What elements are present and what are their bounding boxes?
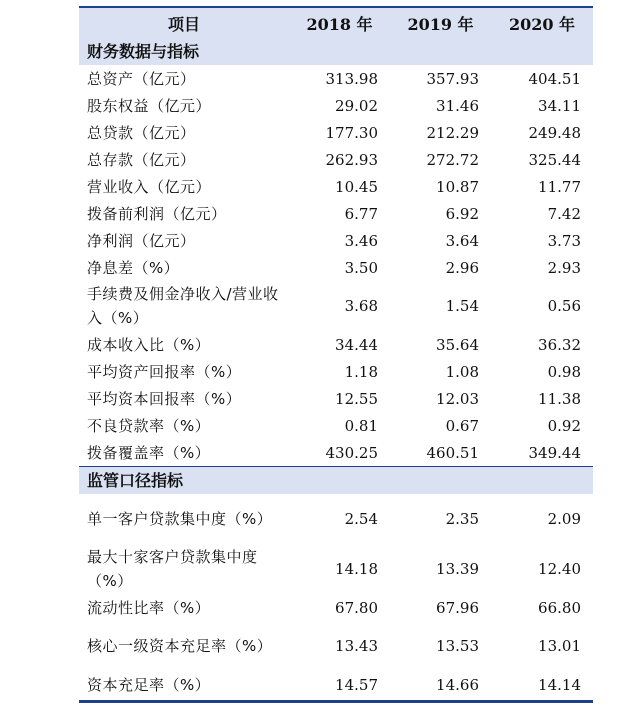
- table-row: [79, 671, 593, 698]
- table-row: [79, 412, 593, 439]
- header-item: 项目: [167, 14, 200, 34]
- table-row: [79, 281, 593, 331]
- row-label: 核心一级资本充足率（%）: [87, 637, 273, 655]
- financial-table: [79, 6, 593, 703]
- value-2019: 1.08: [445, 362, 479, 381]
- value-2018: 6.77: [344, 204, 378, 223]
- value-2018: 29.02: [335, 96, 378, 115]
- value-2020: 0.92: [547, 416, 581, 435]
- value-2020: 11.77: [538, 177, 581, 196]
- value-2020: 14.14: [538, 675, 581, 694]
- value-2020: 3.73: [547, 231, 581, 250]
- row-label: 总资产（亿元）: [87, 69, 196, 88]
- value-2019: 12.03: [436, 389, 479, 408]
- value-2018: 10.45: [335, 177, 378, 196]
- value-2018: 13.43: [335, 637, 378, 655]
- value-2019: 13.39: [436, 560, 479, 578]
- value-2019: 357.93: [426, 69, 479, 88]
- row-label: 平均资产回报率（%）: [87, 362, 242, 381]
- header-2020: 2020 年: [508, 14, 576, 34]
- table-row: [79, 439, 593, 467]
- row-label: 资本充足率（%）: [87, 675, 211, 694]
- value-2020: 404.51: [528, 69, 581, 88]
- row-label: 拨备覆盖率（%）: [87, 443, 211, 462]
- table-row: [79, 385, 593, 412]
- table-row: [79, 358, 593, 385]
- value-2018: 2.54: [344, 510, 378, 528]
- table-row: [79, 146, 593, 173]
- value-2019: 272.72: [426, 150, 479, 169]
- value-2018: 67.80: [335, 598, 378, 617]
- value-2018: 12.55: [335, 389, 378, 408]
- value-2019: 0.67: [445, 416, 479, 435]
- value-2020: 13.01: [538, 637, 581, 655]
- row-label: 不良贷款率（%）: [87, 416, 211, 435]
- row-label: 总存款（亿元）: [87, 150, 196, 169]
- value-2019: 3.64: [445, 231, 479, 250]
- value-2020: 249.48: [528, 123, 581, 142]
- table-row: [79, 494, 593, 544]
- table-row: [79, 92, 593, 119]
- value-2018: 262.93: [325, 150, 378, 169]
- value-2018: 3.50: [344, 258, 378, 277]
- value-2019: 14.66: [436, 675, 479, 694]
- value-2019: 1.54: [445, 297, 479, 315]
- value-2018: 34.44: [335, 335, 378, 354]
- row-label: 拨备前利润（亿元）: [87, 204, 227, 223]
- value-2020: 34.11: [538, 96, 581, 115]
- value-2020: 66.80: [538, 598, 581, 617]
- value-2019: 2.96: [445, 258, 479, 277]
- section-title-regulatory: 监管口径指标: [79, 467, 593, 494]
- section-title-financial: 财务数据与指标: [79, 38, 593, 65]
- table-row: [79, 173, 593, 200]
- row-label: 单一客户贷款集中度（%）: [87, 510, 273, 528]
- table-row: [79, 331, 593, 358]
- value-2020: 325.44: [528, 150, 581, 169]
- row-label: 股东权益（亿元）: [87, 96, 212, 115]
- row-label: 净息差（%）: [87, 258, 180, 277]
- value-2020: 0.98: [547, 362, 581, 381]
- table-row: [79, 544, 593, 594]
- header-2019: 2019 年: [407, 14, 474, 34]
- table-row: [79, 119, 593, 146]
- value-2018: 3.68: [344, 297, 378, 315]
- value-2018: 14.57: [335, 675, 378, 694]
- bottom-rule: [79, 700, 593, 703]
- value-2018: 430.25: [325, 443, 378, 462]
- table-row: [79, 621, 593, 671]
- value-2019: 67.96: [436, 598, 479, 617]
- value-2020: 0.56: [547, 297, 581, 315]
- value-2019: 35.64: [436, 335, 479, 354]
- value-2018: 0.81: [344, 416, 378, 435]
- value-2019: 460.51: [426, 443, 479, 462]
- value-2020: 36.32: [538, 335, 581, 354]
- row-label: 手续费及佣金净收入/营业收入（%）: [87, 285, 279, 327]
- value-2019: 6.92: [445, 204, 479, 223]
- value-2019: 212.29: [426, 123, 479, 142]
- value-2019: 13.53: [436, 637, 479, 655]
- value-2019: 2.35: [445, 510, 479, 528]
- value-2020: 2.09: [547, 510, 581, 528]
- value-2020: 11.38: [538, 389, 581, 408]
- value-2018: 14.18: [335, 560, 378, 578]
- table-row: [79, 594, 593, 621]
- row-label: 流动性比率（%）: [87, 598, 211, 617]
- value-2018: 3.46: [344, 231, 378, 250]
- value-2019: 10.87: [436, 177, 479, 196]
- row-label: 营业收入（亿元）: [87, 177, 212, 196]
- value-2020: 12.40: [538, 560, 581, 578]
- row-label: 总贷款（亿元）: [87, 123, 196, 142]
- value-2020: 7.42: [547, 204, 581, 223]
- value-2018: 177.30: [325, 123, 378, 142]
- row-label: 净利润（亿元）: [87, 231, 196, 250]
- table-row: [79, 254, 593, 281]
- value-2018: 1.18: [344, 362, 378, 381]
- value-2018: 313.98: [325, 69, 378, 88]
- table-row: [79, 65, 593, 92]
- row-label: 成本收入比（%）: [87, 335, 211, 354]
- table-header: [79, 8, 593, 38]
- header-2018: 2018 年: [306, 14, 373, 34]
- value-2020: 349.44: [528, 443, 581, 462]
- value-2020: 2.93: [547, 258, 581, 277]
- table-row: [79, 200, 593, 227]
- row-label: 平均资本回报率（%）: [87, 389, 242, 408]
- row-label: 最大十家客户贷款集中度（%）: [87, 548, 258, 590]
- value-2019: 31.46: [436, 96, 479, 115]
- table-row: [79, 227, 593, 254]
